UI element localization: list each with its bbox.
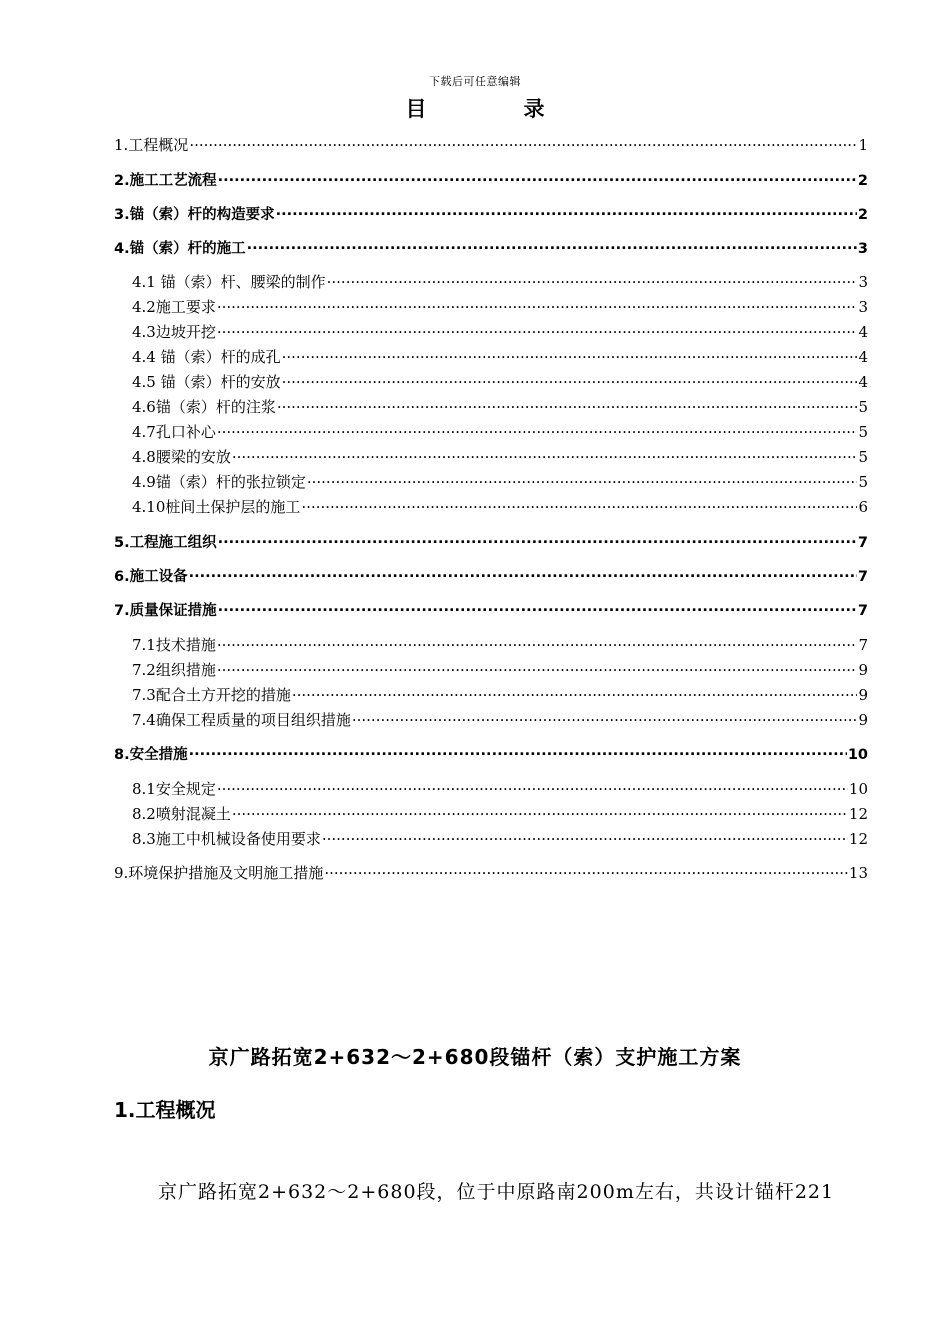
toc-entry[interactable] [114,565,868,586]
toc-entry[interactable] [132,371,868,392]
toc-entry-label: 8.安全措施 [114,747,188,763]
toc-entry-label: 2.施工工艺流程 [114,173,217,189]
toc-entry[interactable] [132,634,868,655]
toc-leader-dots [217,779,848,794]
toc-leader-dots [307,472,858,487]
toc-leader-dots [189,567,857,582]
toc-entry-page: 9 [858,711,868,729]
toc-entry-page: 4 [858,373,868,391]
toc-leader-dots [322,829,848,844]
toc-entry[interactable] [132,709,868,730]
toc-entry[interactable] [132,496,868,517]
toc-entry-page: 9 [858,686,868,704]
toc-entry[interactable] [114,203,868,224]
toc-entry-label: 4.5 锚（索）杆的安放 [132,373,281,391]
toc-entry-page: 7 [857,603,868,619]
toc-entry-label: 4.6锚（索）杆的注浆 [132,398,276,416]
toc-entry-page: 12 [848,830,868,848]
toc-entry-page: 12 [848,805,868,823]
toc-entry[interactable] [132,346,868,367]
toc-entry-page: 3 [857,241,868,257]
toc-entry[interactable] [132,778,868,799]
toc-entry-page: 2 [857,173,868,189]
toc-entry-page: 6 [858,498,868,516]
toc-title: 目 录 [405,96,583,121]
toc-entry-label: 7.3配合土方开挖的措施 [132,686,291,704]
toc-entry[interactable] [132,828,868,849]
toc-leader-dots [301,497,857,512]
toc-leader-dots [217,422,858,437]
toc-entry-label: 4.1 锚（索）杆、腰梁的制作 [132,273,326,291]
toc-entry[interactable] [114,169,868,190]
toc-entry-label: 7.质量保证措施 [114,603,217,619]
toc-leader-dots [217,322,858,337]
toc-leader-dots [282,347,858,362]
toc-entry[interactable] [132,446,868,467]
toc-entry-page: 10 [847,747,868,763]
toc-entry-label: 4.锚（索）杆的施工 [114,241,246,257]
toc-entry[interactable] [132,659,868,680]
toc-entry-page: 1 [858,136,868,154]
toc-entry-page: 5 [858,473,868,491]
toc-entry-label: 1.工程概况 [114,136,189,154]
toc-leader-dots [189,135,857,150]
toc-entry-label: 9.环境保护措施及文明施工措施 [114,864,324,882]
toc-entry[interactable] [114,134,868,155]
toc-entry-label: 6.施工设备 [114,569,188,585]
toc-entry-label: 5.工程施工组织 [114,535,217,551]
toc-entry[interactable] [132,684,868,705]
toc-entry-page: 7 [857,535,868,551]
toc-entry[interactable] [114,743,868,764]
toc-entry-label: 4.3边坡开挖 [132,323,216,341]
toc-entry-page: 9 [858,661,868,679]
toc-entry[interactable] [114,237,868,258]
toc-leader-dots [218,601,857,616]
toc-entry-label: 4.2施工要求 [132,298,216,316]
section-heading: 1.工程概况 [114,1098,216,1122]
toc-leader-dots [352,710,858,725]
toc-entry[interactable] [132,471,868,492]
toc-leader-dots [217,660,858,675]
toc-entry-page: 5 [858,448,868,466]
toc-entry-label: 7.2组织措施 [132,661,216,679]
toc-entry[interactable] [114,862,868,883]
toc-leader-dots [218,533,857,548]
toc-entry-page: 3 [858,273,868,291]
toc-leader-dots [276,205,857,220]
toc-entry-page: 3 [858,298,868,316]
toc-leader-dots [217,297,858,312]
toc-leader-dots [232,447,858,462]
toc-entry[interactable] [132,296,868,317]
toc-entry-label: 4.4 锚（索）杆的成孔 [132,348,281,366]
toc-entry[interactable] [132,271,868,292]
body-paragraph: 京广路拓宽2+632～2+680段，位于中原路南200m左右，共设计锚杆221 [158,1181,835,1203]
toc-entry[interactable] [132,803,868,824]
toc-entry-label: 4.8腰梁的安放 [132,448,231,466]
toc-entry-page: 5 [858,398,868,416]
toc-entry-label: 4.10桩间土保护层的施工 [132,498,301,516]
toc-leader-dots [217,635,858,650]
toc-leader-dots [292,685,858,700]
toc-entry-label: 8.1安全规定 [132,780,216,798]
toc-leader-dots [247,239,857,254]
toc-entry[interactable] [114,599,868,620]
toc-entry-page: 13 [848,864,868,882]
toc-leader-dots [277,397,858,412]
toc-entry[interactable] [114,531,868,552]
toc-entry-page: 2 [857,207,868,223]
toc-entry-page: 7 [858,636,868,654]
toc-leader-dots [189,745,847,760]
toc-entry-page: 5 [858,423,868,441]
toc-entry-label: 8.2喷射混凝土 [132,805,231,823]
toc-entry[interactable] [132,421,868,442]
toc-entry-label: 4.9锚（索）杆的张拉锁定 [132,473,306,491]
toc-entry-page: 7 [857,569,868,585]
toc-leader-dots [232,804,848,819]
toc-leader-dots [282,372,858,387]
toc-entry-page: 10 [848,780,868,798]
toc-entry-label: 3.锚（索）杆的构造要求 [114,207,275,223]
toc-entry-label: 4.7孔口补心 [132,423,216,441]
toc-entry-label: 8.3施工中机械设备使用要求 [132,830,321,848]
toc-entry[interactable] [132,321,868,342]
toc-entry-label: 7.4确保工程质量的项目组织措施 [132,711,351,729]
toc-entry-label: 7.1技术措施 [132,636,216,654]
toc-leader-dots [324,863,848,878]
toc-entry-page: 4 [858,348,868,366]
document-title: 京广路拓宽2+632～2+680段锚杆（索）支护施工方案 [208,1045,742,1069]
toc-entry[interactable] [132,396,868,417]
toc-leader-dots [327,272,858,287]
header-note: 下载后可任意编辑 [429,75,521,88]
toc-entry-page: 4 [858,323,868,341]
toc-leader-dots [218,171,857,186]
